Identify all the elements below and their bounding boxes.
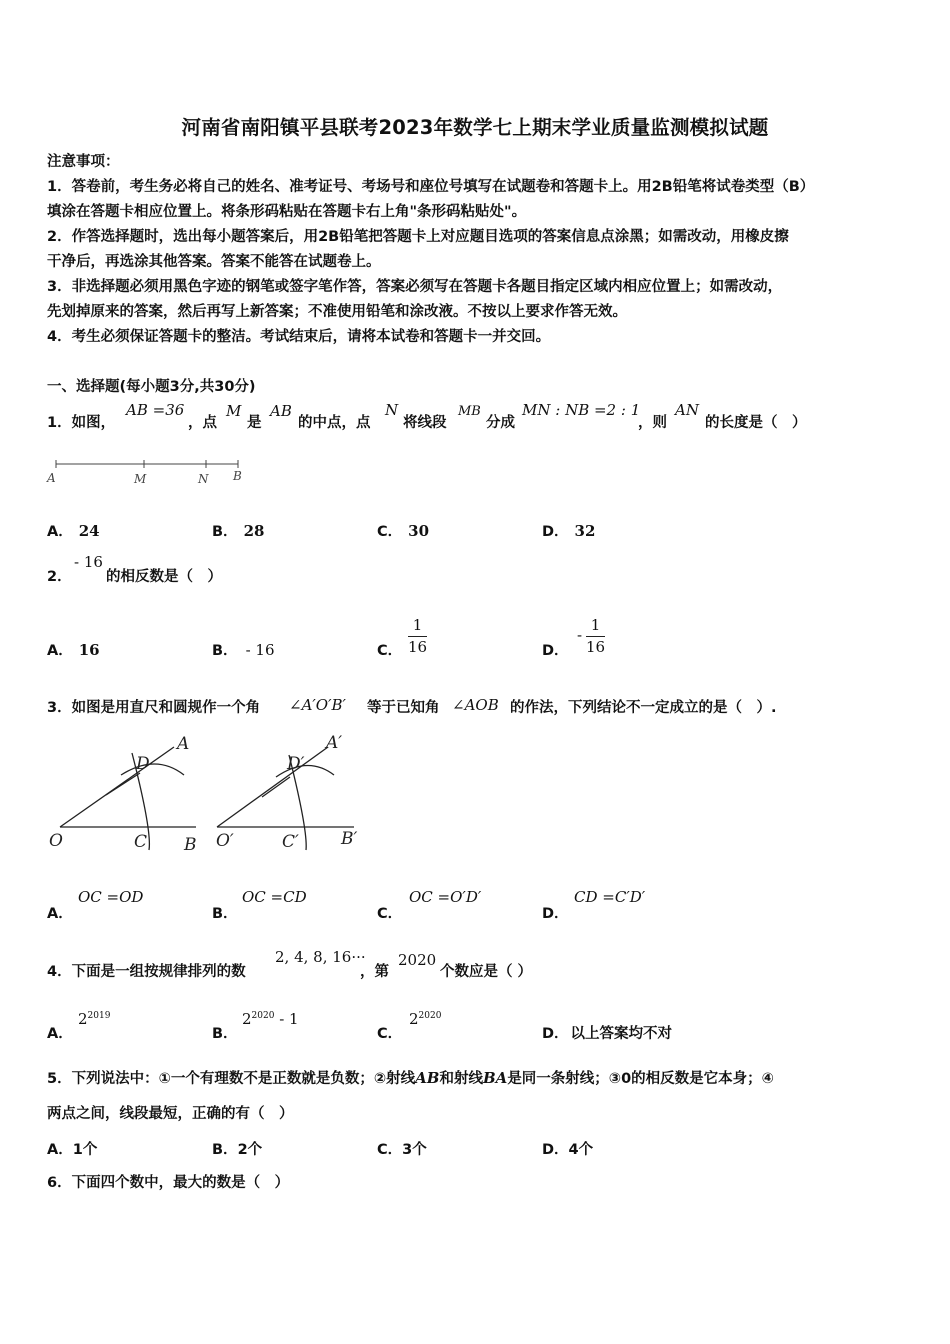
q5-option-d[interactable]: D．4个	[542, 1142, 594, 1158]
point-label-o-prime: O′	[216, 831, 234, 851]
point-label-b-prime: B′	[341, 829, 358, 849]
q1-math: AB	[270, 402, 292, 420]
q1-text: 的长度是（ ）	[705, 415, 807, 431]
q1-option-c[interactable]: C． 30	[377, 522, 430, 540]
notice-heading: 注意事项：	[47, 154, 120, 170]
q2-option-c-label[interactable]: C．	[377, 643, 403, 659]
q3-text: 3．如图是用直尺和圆规作一个角	[47, 700, 261, 716]
fraction-denominator: 16	[408, 638, 428, 656]
q3-option-a-label[interactable]: A．	[47, 906, 73, 922]
point-label-b: B	[184, 835, 197, 855]
point-label-c: C	[134, 832, 148, 852]
q2-option-a[interactable]: A． 16	[47, 641, 100, 659]
q5-option-b[interactable]: B．2个	[212, 1142, 263, 1158]
q4-text: 个数应是（ ）	[440, 964, 533, 980]
section-heading: 一、选择题(每小题3分,共30分)	[47, 379, 256, 395]
q2-text: 的相反数是（ ）	[106, 569, 222, 585]
q2-option-d-fraction[interactable]	[586, 615, 605, 656]
fraction-numerator: 1	[590, 616, 601, 634]
q4-option-a-value: $2^{2019}$	[78, 1010, 111, 1028]
q2-option-b[interactable]: B． - 16	[212, 641, 275, 659]
point-label-d: D	[136, 754, 150, 774]
q4-math: 2020	[398, 951, 437, 969]
q1-math: MN : NB =2 : 1	[522, 401, 641, 419]
page-title: 河南省南阳镇平县联考2023年数学七上期末学业质量监测模拟试题	[181, 116, 769, 139]
q3-option-b-label[interactable]: B．	[212, 906, 238, 922]
q4-option-b-value: $2^{2020} - 1$	[242, 1010, 299, 1028]
q1-option-d[interactable]: D． 32	[542, 522, 596, 540]
q1-math: AB =36	[126, 401, 185, 419]
q1-text: ，则	[638, 415, 667, 431]
notice-line: 填涂在答题卡相应位置上。将条形码粘贴在答题卡右上角"条形码粘贴处"。	[47, 204, 527, 220]
q3-option-c-label[interactable]: C．	[377, 906, 403, 922]
q2-option-d-sign: -	[577, 626, 583, 644]
q3-text: 的作法，下列结论不一定成立的是（ ）.	[510, 700, 777, 716]
notice-line: 2．作答选择题时，选出每小题答案后，用2B铅笔把答题卡上对应题目选项的答案信息点涂黑；如需改动，用橡皮擦	[47, 229, 789, 245]
q1-text: 分成	[486, 415, 515, 431]
point-label-d-prime: D′	[287, 754, 305, 774]
point-label-a: A	[47, 471, 56, 485]
q1-text: 是	[247, 415, 262, 431]
q3-construction-figure	[44, 725, 374, 860]
q3-option-c-value: OC =O′D′	[409, 888, 482, 906]
q4-option-d[interactable]: D． 以上答案均不对	[542, 1026, 673, 1042]
point-label-a: A	[177, 734, 190, 754]
q1-text: 将线段	[403, 415, 447, 431]
q4-option-c-value: $2^{2020}$	[409, 1010, 442, 1028]
q4-option-b-label[interactable]: B．	[212, 1026, 238, 1042]
q1-text: 的中点，点	[298, 415, 371, 431]
fraction-numerator: 1	[412, 616, 423, 634]
point-label-a-prime: A′	[326, 733, 343, 753]
q3-option-a-value: OC =OD	[78, 888, 144, 906]
q4-option-a-label[interactable]: A．	[47, 1026, 73, 1042]
q5-line1: 5．下列说法中：①一个有理数不是正数就是负数；②射线AB和射线BA是同一条射线；③0的相反数是它本身；④	[47, 1069, 774, 1087]
q1-text: 1．如图，	[47, 415, 116, 431]
notice-line: 3．非选择题必须用黑色字迹的钢笔或签字笔作答，答案必须写在答题卡各题目指定区域内相应位置上；如需改动，	[47, 279, 783, 295]
q1-math: MB	[458, 404, 481, 419]
notice-line: 4．考生必须保证答题卡的整洁。考试结束后，请将本试卷和答题卡一并交回。	[47, 329, 551, 345]
q5-option-c[interactable]: C．3个	[377, 1142, 427, 1158]
point-label-o: O	[49, 831, 63, 851]
q1-option-a[interactable]: A． 24	[47, 522, 100, 540]
q3-text: 等于已知角	[367, 700, 440, 716]
q5-line2: 两点之间，线段最短，正确的有（ ）	[47, 1106, 294, 1122]
point-label-m: M	[134, 472, 147, 486]
q4-text: ，第	[360, 964, 389, 980]
q2-math: - 16	[74, 553, 103, 571]
q1-text: ，点	[188, 415, 217, 431]
q2-option-c-fraction[interactable]	[408, 615, 427, 656]
q3-option-d-label[interactable]: D．	[542, 906, 569, 922]
notice-line: 先划掉原来的答案，然后再写上新答案；不准使用铅笔和涂改液。不按以上要求作答无效。	[47, 304, 627, 320]
q5-option-a[interactable]: A．1个	[47, 1142, 98, 1158]
q4-text: 4．下面是一组按规律排列的数	[47, 964, 246, 980]
q3-math: ∠AOB	[452, 696, 499, 714]
notice-line: 干净后，再选涂其他答案。答案不能答在试题卷上。	[47, 254, 381, 270]
point-label-b: B	[233, 469, 242, 483]
q4-option-c-label[interactable]: C．	[377, 1026, 403, 1042]
fraction-denominator: 16	[586, 638, 606, 656]
q2-option-d-label[interactable]: D．	[542, 643, 569, 659]
q3-math: ∠A′O′B′	[289, 696, 346, 714]
q1-math: AN	[675, 401, 699, 419]
notice-line: 1．答卷前，考生务必将自己的姓名、准考证号、考场号和座位号填写在试题卷和答题卡上。用2B铅笔将试卷类型（B）	[47, 179, 815, 195]
q6-text: 6．下面四个数中，最大的数是（ ）	[47, 1175, 290, 1191]
q1-math: N	[385, 401, 399, 419]
q2-text: 2．	[47, 569, 72, 585]
q3-option-d-value: CD =C′D′	[574, 888, 646, 906]
q4-math: 2, 4, 8, 16···	[275, 948, 366, 966]
point-label-n: N	[198, 472, 209, 486]
point-label-c-prime: C′	[282, 832, 299, 852]
q1-segment-figure	[44, 455, 254, 491]
q1-option-b[interactable]: B． 28	[212, 522, 265, 540]
q3-option-b-value: OC =CD	[242, 888, 307, 906]
q1-math: M	[226, 402, 242, 420]
